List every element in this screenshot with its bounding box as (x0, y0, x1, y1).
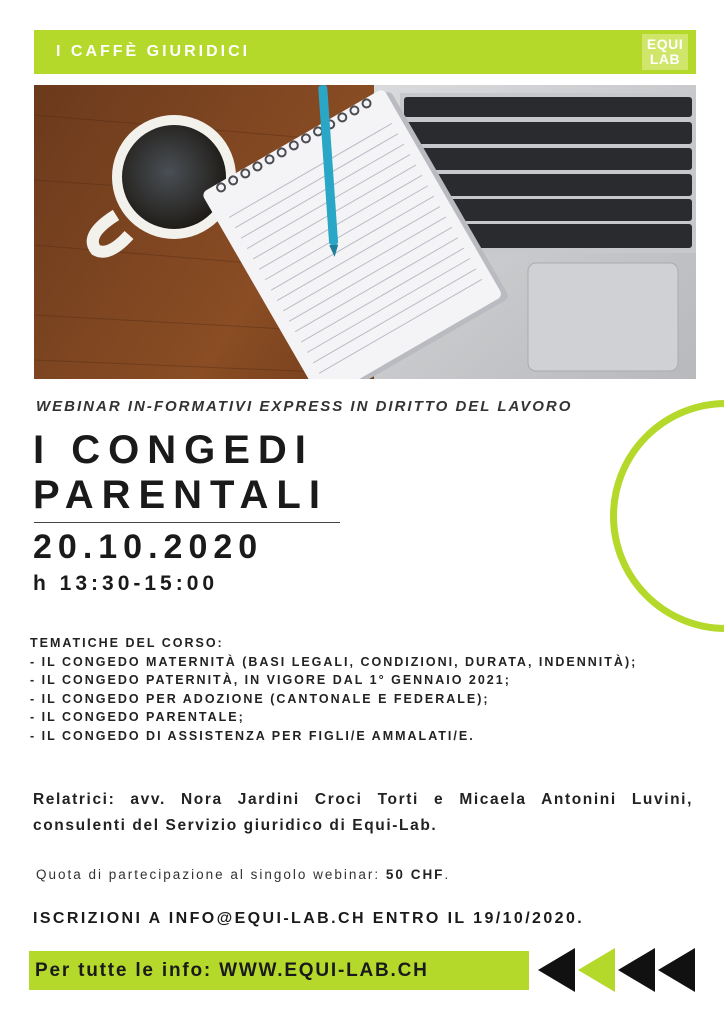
title-line-1: I CONGEDI (33, 428, 314, 472)
topic-item: - IL CONGEDO MATERNITÀ (BASI LEGALI, CONDIZIONI, DURATA, INDENNITÀ); (30, 654, 638, 669)
event-date: 20.10.2020 (33, 528, 264, 566)
equilab-logo (642, 34, 688, 70)
logo-line-2: LAB (649, 51, 681, 67)
title-line-2: PARENTALI (33, 473, 328, 517)
topics-list (30, 634, 637, 745)
left-arrow-icon (618, 948, 655, 992)
subtitle: WEBINAR IN-FORMATIVI EXPRESS IN DIRITTO DEL LAVORO (36, 398, 573, 415)
desk-photo-illustration (34, 85, 696, 379)
logo-line-1: EQUI (646, 36, 684, 52)
header-title: I CAFFÈ GIURIDICI (56, 43, 251, 60)
event-time: h 13:30-15:00 (33, 572, 219, 595)
fee-label: Quota di partecipazione al singolo webinar: (36, 867, 386, 882)
title-divider (34, 522, 340, 523)
topic-item: - IL CONGEDO PATERNITÀ, IN VIGORE DAL 1° GENNAIO 2021; (30, 673, 511, 687)
header-bar (34, 30, 696, 74)
fee-text (36, 867, 450, 882)
header-photo (34, 85, 696, 379)
topic-item: - IL CONGEDO DI ASSISTENZA PER FIGLI/E AMMALATI/E. (30, 728, 475, 743)
topic-item: - IL CONGEDO PER ADOZIONE (CANTONALE E FEDERALE); (30, 691, 490, 706)
left-arrow-icon (578, 948, 615, 992)
fee-amount: 50 CHF (385, 867, 445, 882)
left-arrow-icon (538, 948, 575, 992)
footer-info-link[interactable]: Per tutte le info: WWW.EQUI-LAB.CH (35, 960, 429, 981)
arrows-decoration (538, 948, 698, 992)
registration-text: ISCRIZIONI A INFO@EQUI-LAB.CH ENTRO IL 19/10/2020. (33, 910, 585, 927)
topics-heading: TEMATICHE DEL CORSO: (30, 636, 224, 650)
fee-suffix: . (444, 867, 451, 882)
decorative-circle (610, 400, 724, 632)
left-arrow-icon (658, 948, 695, 992)
topic-item: - IL CONGEDO PARENTALE; (30, 710, 245, 724)
page-title (33, 428, 328, 518)
footer-bar (29, 951, 529, 990)
speakers-text: Relatrici: avv. Nora Jardini Croci Torti e Micaela Antonini Luvini, consulenti del Servizio giuridico di Equi-Lab. (33, 791, 693, 834)
